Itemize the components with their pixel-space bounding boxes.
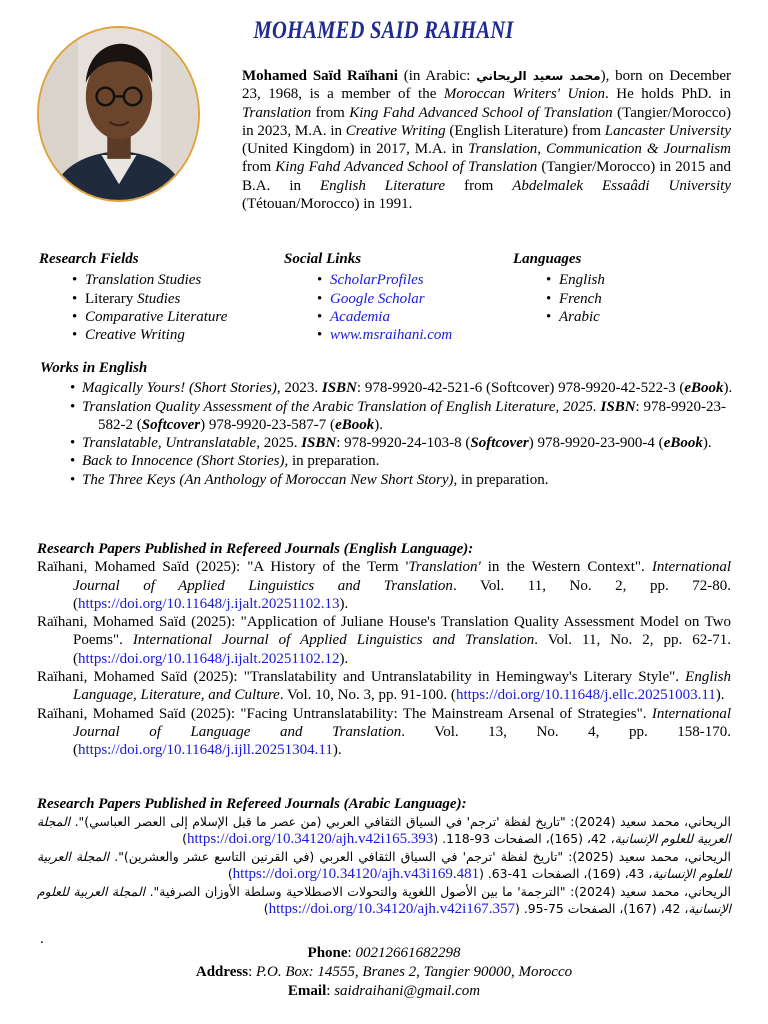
list-item: • Translation Studies — [85, 271, 227, 289]
email-value[interactable]: saidraihani@gmail.com — [334, 983, 481, 999]
website-link[interactable]: www.msraihani.com — [330, 327, 453, 344]
languages-section — [513, 250, 605, 326]
social-links-section — [284, 250, 452, 344]
author-name-title: MOHAMED SAID RAIHANI — [253, 17, 515, 44]
biography-paragraph: Mohamed Saïd Raïhani (in Arabic: محمد سعيد الريحاني), born on December 23, 1968, is a member of the Moroccan Writers' Union. He holds PhD. in Translation from King Fahd Advanced School of Translation (Tangier/Morocco) in 2023, M.A. in Creative Writing (English Literature) from Lancaster University (United Kingdom) in 2017, M.A. in Translation, Communication & Journalism from King Fahd Advanced School of Translation (Tangier/Morocco) in 2015 and B.A. in English Literature from Abdelmalek Essaâdi University (Tétouan/Morocco) in 1991. — [242, 68, 731, 213]
doi-link[interactable]: https://doi.org/10.34120/ajh.v43i169.481 — [232, 866, 480, 883]
contact-block — [0, 944, 768, 1001]
research-fields-heading: Research Fields — [39, 251, 139, 267]
arabic-paper-entry: الريحاني، محمد سعيد (2025): "تاريخ لفظة 'ترجم' في السياق الثقافي العربي (في القرنين التاسع عشر والعشرين)". المجلة العربية للعلوم الإنسانية، 43، (169)، الصفحات 41-63. (https://doi.org/10.34120/ajh.v43i169.481) — [37, 849, 731, 883]
doi-link[interactable]: https://doi.org/10.34120/ajh.v42i165.393 — [187, 831, 434, 848]
work-item: • Magically Yours! (Short Stories), 2023. ISBN: 978-9920-42-521-6 (Softcover) 978-9920-42-522-3 (eBook). — [70, 380, 733, 397]
research-fields-section — [39, 250, 227, 344]
list-item: • Comparative Literature — [85, 308, 227, 326]
work-item: • The Three Keys (An Anthology of Moroccan New Short Story), in preparation. — [70, 471, 549, 488]
doi-link[interactable]: https://doi.org/10.11648/j.ellc.20251003.11 — [455, 687, 716, 704]
work-item: • Back to Innocence (Short Stories), in preparation. — [70, 453, 380, 470]
academia-link[interactable]: Academia — [330, 308, 390, 325]
list-item: • French — [559, 290, 605, 308]
list-item: • Literary Studies — [85, 290, 227, 308]
papers-english-section — [37, 540, 731, 760]
bio-arabic-name: محمد سعيد الريحاني — [476, 69, 601, 83]
phone-value: 00212661682298 — [355, 945, 461, 961]
arabic-paper-entry: الريحاني، محمد سعيد (2024): "الترجمة' ما بين الأصول اللغوية والتحولات الاصطلاحية وسلطة الأوزان الصرفية". المجلة العربية للعلوم الإنسانية، 42، (167)، الصفحات 75-95. (https://doi.org/10.34120/ajh.v42i167.357) — [37, 884, 731, 918]
works-section — [40, 359, 735, 489]
list-item: • Arabic — [559, 308, 605, 326]
paper-entry: Raïhani, Mohamed Saïd (2025): "Application of Juliane House's Translation Quality Assessment Model on Two Poems". International Journal of Applied Linguistics and Translation. Vol. 11, No. 2, pp. 62-71. (https://doi.org/10.11648/j.ijalt.20251102.12). — [37, 614, 731, 667]
papers-english-heading: Research Papers Published in Refereed Journals (English Language): — [37, 541, 474, 557]
social-links-heading: Social Links — [284, 251, 362, 267]
work-item: • Translatable, Untranslatable, 2025. ISBN: 978-9920-24-103-8 (Softcover) 978-9920-23-900-4 (eBook). — [70, 435, 712, 452]
works-heading: Works in English — [40, 360, 148, 376]
bio-name: Mohamed Saïd Raïhani — [242, 68, 398, 84]
paper-entry: Raïhani, Mohamed Saïd (2025): "Translatability and Untranslatability in Hemingway's Literary Style". English Language, Literature, and Culture. Vol. 10, No. 3, pp. 91-100. (https://doi.org/10.11648/j.ellc.20251003.11). — [37, 669, 731, 704]
doi-link[interactable]: https://doi.org/10.11648/j.ijll.20251304.11 — [78, 742, 333, 759]
stray-dot: . — [40, 931, 44, 947]
arabic-paper-entry: الريحاني، محمد سعيد (2024): "تاريخ لفظة 'ترجم' في السياق الثقافي العربي (من عصر ما قبل الإسلام إلى العصر العباسي)". المجلة العربية للعلوم الإنسانية، 42، (165)، الصفحات 93-118. (https://doi.org/10.34120/ajh.v42i165.393) — [37, 814, 731, 848]
papers-arabic-heading: Research Papers Published in Refereed Journals (Arabic Language): — [37, 796, 467, 812]
research-fields-list — [39, 271, 227, 344]
paper-entry: Raïhani, Mohamed Saïd (2025): "Facing Untranslatability: The Mainstream Arsenal of Strategies". International Journal of Language and Translation. Vol. 13, No. 4, pp. 158-170. (https://doi.org/10.11648/j.ijll.20251304.11). — [37, 705, 731, 759]
scholarprofiles-link[interactable]: ScholarProfiles — [330, 272, 424, 289]
google-scholar-link[interactable]: Google Scholar — [330, 290, 425, 307]
list-item: • Creative Writing — [85, 326, 227, 344]
social-links-list — [284, 271, 452, 344]
doi-link[interactable]: https://doi.org/10.11648/j.ijalt.20251102.13 — [78, 595, 340, 612]
address-line: Address: P.O. Box: 14555, Branes 2, Tangier 90000, Morocco — [195, 964, 573, 980]
paper-entry: Raïhani, Mohamed Saïd (2025): "A History of the Term 'Translation' in the Western Context". International Journal of Applied Linguistics and Translation. Vol. 11, No. 2, pp. 72-80. (https://doi.org/10.11648/j.ijalt.20251102.13). — [37, 559, 731, 612]
works-list — [40, 379, 735, 489]
languages-list — [513, 271, 605, 326]
papers-arabic-section — [37, 795, 731, 918]
email-line: Email: saidraihani@gmail.com — [287, 983, 481, 999]
list-item: • English — [559, 271, 605, 289]
languages-heading: Languages — [513, 251, 582, 267]
address-value: P.O. Box: 14555, Branes 2, Tangier 90000, Morocco — [256, 964, 573, 980]
doi-link[interactable]: https://doi.org/10.34120/ajh.v42i167.357 — [268, 901, 516, 918]
phone-line: Phone: 00212661682298 — [307, 945, 461, 961]
doi-link[interactable]: https://doi.org/10.11648/j.ijalt.20251102.12 — [78, 650, 340, 667]
work-item: • Translation Quality Assessment of the Arabic Translation of English Literature, 2025. ISBN: 978-9920-23-582-2 (Softcover) 978-9920-23-587-7 (eBook). — [70, 398, 726, 433]
